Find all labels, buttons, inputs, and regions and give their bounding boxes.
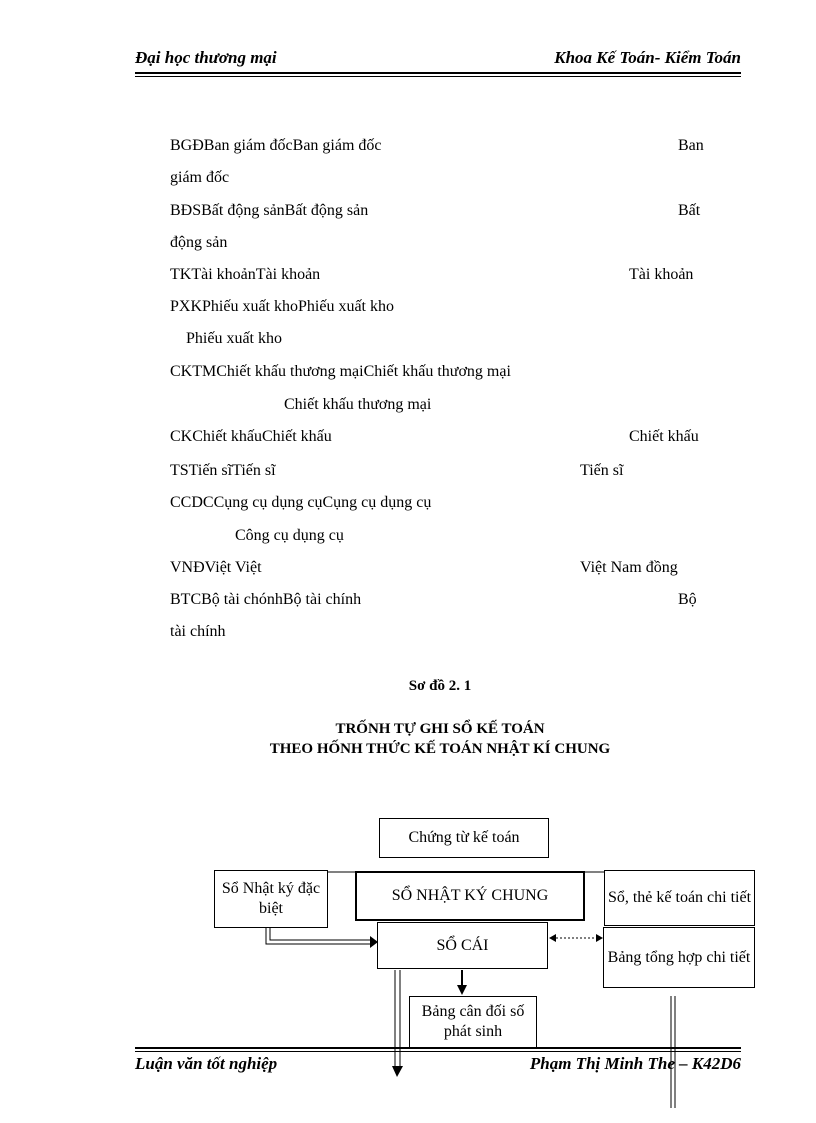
abbr-line: BTCBộ tài chónhBộ tài chính xyxy=(170,591,362,608)
header-left-text: Đại học thương mại xyxy=(135,48,277,67)
abbr-line: Chiết khấu xyxy=(629,428,699,445)
box-chung-tu-ke-toan: Chứng từ kế toán xyxy=(379,818,549,858)
footer-rule xyxy=(135,1047,741,1049)
abbr-line: Tài khoản xyxy=(629,266,694,283)
header-rule xyxy=(135,72,741,74)
abbr-line: Ban xyxy=(678,137,704,154)
abbr-line: Bất xyxy=(678,202,701,219)
abbr-line: TSTiến sĩTiến sĩ xyxy=(170,462,276,479)
diagram-title-line1: TRỐNH TỰ GHI SỔ KẾ TOÁN xyxy=(335,721,545,737)
box-so-nhat-ky-chung: SỔ NHẬT KÝ CHUNG xyxy=(355,871,585,921)
footer-left-text: Luận văn tốt nghiệp xyxy=(135,1054,278,1073)
box-so-nhat-ky-dac-biet: Sổ Nhật ký đặc biệt xyxy=(214,870,328,928)
abbr-line: Công cụ dụng cụ xyxy=(235,527,344,544)
abbr-line: BĐSBất động sảnBất động sản xyxy=(170,202,369,219)
abbr-line: TKTài khoảnTài khoản xyxy=(170,266,321,283)
box-so-the-ke-toan-chi-tiet: Sổ, thẻ kế toán chi tiết xyxy=(604,870,755,926)
abbr-line: Phiếu xuất kho xyxy=(186,330,282,347)
abbr-line: giám đốc xyxy=(170,169,230,186)
diagram-label: Sơ đồ 2. 1 xyxy=(408,678,472,694)
abbr-line: CCDCCụng cụ dụng cụCụng cụ dụng cụ xyxy=(170,494,432,511)
abbr-line: CKTMChiết khấu thương mạiChiết khấu thương mại xyxy=(170,363,511,380)
abbr-line: động sản xyxy=(170,234,228,251)
abbr-line: PXKPhiếu xuất khoPhiếu xuất kho xyxy=(170,298,394,315)
box-bang-can-doi-so-phat-sinh: Bảng cân đối số phát sinh xyxy=(409,996,537,1048)
abbr-line: Tiến sĩ xyxy=(580,462,624,479)
page-footer xyxy=(135,1054,741,1078)
footer-rule-thin xyxy=(135,1051,741,1052)
abbr-line: Việt Nam đồng xyxy=(580,559,678,576)
abbr-line: Chiết khấu thương mại xyxy=(284,396,432,413)
header-rule-thin xyxy=(135,76,741,77)
diagram-title-line2: THEO HỐNH THỨC KẾ TOÁN NHẬT KÍ CHUNG xyxy=(269,741,611,757)
abbr-line: tài chính xyxy=(170,623,226,640)
header-right-text: Khoa Kế Toán- Kiểm Toán xyxy=(554,48,741,67)
abbr-line: VNĐViệt Việt xyxy=(170,559,262,576)
box-bang-tong-hop-chi-tiet: Bảng tổng hợp chi tiết xyxy=(603,927,755,988)
abbr-line: CKChiết khấuChiết khấu xyxy=(170,428,332,445)
abbr-line: Bộ xyxy=(678,591,697,608)
footer-right-text: Phạm Thị Minh The – K42D6 xyxy=(529,1054,741,1073)
page-header xyxy=(135,48,741,72)
abbr-line: BGĐBan giám đốcBan giám đốc xyxy=(170,137,382,154)
box-so-cai: SỔ CÁI xyxy=(377,922,548,969)
